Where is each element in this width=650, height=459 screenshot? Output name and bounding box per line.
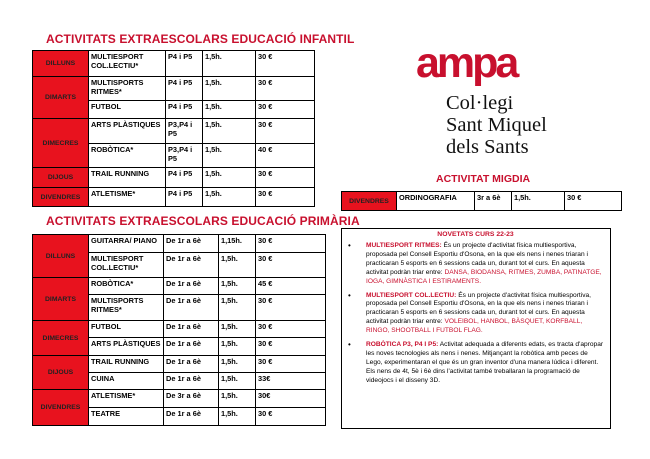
hours-cell: 1,5h.: [219, 338, 256, 356]
activity-cell: ARTS PLÀSTIQUES: [89, 338, 164, 356]
school-name-line: Col·legi: [446, 92, 514, 114]
table-row: [33, 119, 315, 144]
price-cell: 30 €: [256, 338, 326, 356]
news-item-label: MULTIESPORT COL.LECTIU:: [366, 291, 457, 299]
list-item: [366, 242, 605, 287]
news-item-text: És un projecte d'activitat física multiesportiva, proposada pel Consell Esportiu d'Osona, en la que els nens i nenes triaran i practicaran 5 esports en 6 sessions cada un, durant tot el curs. En aquesta activitat podràn triar entre:: [366, 242, 588, 276]
course-cell: De 1r a 6è: [164, 253, 219, 278]
table-row: [33, 321, 326, 338]
course-cell: De 1r a 6è: [164, 278, 219, 295]
day-cell: DIMARTS: [33, 278, 89, 321]
table-row: [33, 77, 315, 101]
table-row: [342, 192, 622, 211]
activity-cell: FUTBOL: [89, 321, 164, 338]
list-item: [366, 341, 605, 386]
course-cell: De 1r a 6è: [164, 235, 219, 253]
infantil-table: [32, 50, 315, 207]
course-cell: P4 i P5: [166, 101, 203, 119]
activity-cell: MULTISPORTS RITMES*: [89, 77, 166, 101]
day-cell: DIVENDRES: [33, 390, 89, 426]
day-cell: DILLUNS: [33, 235, 89, 278]
price-cell: 30 €: [256, 356, 326, 373]
news-item-text: Activitat adequada a diferents edats, es tracta d'apropar les noves tecnologies als nens i nenes. Mitjançant la robòtica amb peces de Lego, experimentaran el que és un gran inventor d'una manera lúdica i diferent. Els nens de 4t, 5è i 6è dins l'activitat també treballaran la programació de videojocs i el disseny 3D.: [366, 341, 604, 384]
activity-cell: TRAIL RUNNING: [89, 168, 166, 188]
day-cell: DIJOUS: [33, 356, 89, 390]
hours-cell: 1,5h.: [203, 51, 256, 77]
day-cell: DIMECRES: [33, 119, 89, 168]
primaria-title: ACTIVITATS EXTRAESCOLARS EDUCACIÓ PRIMÀRIA: [46, 214, 360, 228]
activity-cell: ROBÒTICA*: [89, 278, 164, 295]
activity-cell: ORDINOGRAFIA: [397, 192, 475, 211]
day-cell: DIMARTS: [33, 77, 89, 119]
price-cell: 30 €: [256, 408, 326, 426]
day-cell: DIVENDRES: [33, 188, 89, 207]
price-cell: 45 €: [256, 278, 326, 295]
course-cell: P3,P4 i P5: [166, 144, 203, 168]
table-row: [33, 356, 326, 373]
day-cell: DIVENDRES: [342, 192, 397, 211]
day-cell: DIJOUS: [33, 168, 89, 188]
price-cell: 30 €: [256, 295, 326, 321]
course-cell: De 1r a 6è: [164, 321, 219, 338]
hours-cell: 1,5h.: [219, 390, 256, 408]
price-cell: 30 €: [256, 188, 315, 207]
school-name-line: dels Sants: [446, 136, 529, 158]
course-cell: P4 i P5: [166, 51, 203, 77]
news-item-options: DANSA, BIODANSA, RITMES, ZUMBA, PATINATGE, IOGA, GIMNÀSTICA I ESTIRAMENTS.: [366, 268, 602, 285]
course-cell: P4 i P5: [166, 168, 203, 188]
hours-cell: 1,5h.: [219, 321, 256, 338]
table-row: [33, 51, 315, 77]
price-cell: 30 €: [256, 235, 326, 253]
table-row: [33, 390, 326, 408]
primaria-table: [32, 234, 326, 426]
course-cell: De 1r a 6è: [164, 408, 219, 426]
course-cell: 3r a 6è: [475, 192, 512, 211]
price-cell: 30 €: [256, 101, 315, 119]
migdia-table: [341, 191, 622, 211]
price-cell: 40 €: [256, 144, 315, 168]
price-cell: 33€: [256, 373, 326, 390]
activity-cell: GUITARRA/ PIANO: [89, 235, 164, 253]
table-row: [33, 235, 326, 253]
price-cell: 30 €: [256, 51, 315, 77]
hours-cell: 1,5h.: [219, 278, 256, 295]
hours-cell: 1,5h.: [219, 295, 256, 321]
course-cell: De 1r a 6è: [164, 356, 219, 373]
activity-cell: ROBÒTICA*: [89, 144, 166, 168]
hours-cell: 1,5h.: [203, 77, 256, 101]
hours-cell: 1,5h.: [203, 144, 256, 168]
school-name-line: Sant Miquel: [446, 114, 547, 136]
hours-cell: 1,15h.: [219, 235, 256, 253]
day-cell: DILLUNS: [33, 51, 89, 77]
migdia-title: ACTIVITAT MIGDIA: [436, 173, 531, 185]
course-cell: De 3r a 6è: [164, 390, 219, 408]
hours-cell: 1,5h.: [512, 192, 565, 211]
activity-cell: MULTISPORTS RITMES*: [89, 295, 164, 321]
table-row: [33, 168, 315, 188]
infantil-title: ACTIVITATS EXTRAESCOLARS EDUCACIÓ INFANTIL: [46, 32, 355, 46]
activity-cell: CUINA: [89, 373, 164, 390]
activity-cell: FUTBOL: [89, 101, 166, 119]
activity-cell: ATLETISME*: [89, 390, 164, 408]
activity-cell: TRAIL RUNNING: [89, 356, 164, 373]
hours-cell: 1,5h.: [203, 168, 256, 188]
price-cell: 30 €: [256, 119, 315, 144]
course-cell: De 1r a 6è: [164, 338, 219, 356]
news-item-label: ROBÒTICA P3, P4 I P5:: [366, 341, 439, 349]
price-cell: 30 €: [565, 192, 622, 211]
table-row: [33, 188, 315, 207]
hours-cell: 1,5h.: [203, 119, 256, 144]
activity-cell: MULTIESPORT COL.LECTIU*: [89, 253, 164, 278]
hours-cell: 1,5h.: [219, 408, 256, 426]
activity-cell: MULTIESPORT COL.LECTIU*: [89, 51, 166, 77]
activity-cell: ATLETISME*: [89, 188, 166, 207]
course-cell: De 1r a 6è: [164, 295, 219, 321]
news-item-options: VOLEIBOL, HANBOL, BÀSQUET, KORFBALL, RINGO, SHOOTBALL I FUTBOL FLAG.: [366, 318, 583, 335]
hours-cell: 1,5h.: [219, 356, 256, 373]
news-box: [341, 228, 611, 429]
hours-cell: 1,5h.: [203, 101, 256, 119]
hours-cell: 1,5h.: [219, 253, 256, 278]
school-name: [446, 92, 547, 158]
course-cell: P4 i P5: [166, 77, 203, 101]
price-cell: 30 €: [256, 321, 326, 338]
list-item: [366, 292, 605, 337]
ampa-logo: ampa: [416, 39, 517, 87]
day-cell: DIMECRES: [33, 321, 89, 356]
hours-cell: 1,5h.: [219, 373, 256, 390]
activity-cell: TEATRE: [89, 408, 164, 426]
price-cell: 30 €: [256, 253, 326, 278]
course-cell: De 1r a 6è: [164, 373, 219, 390]
price-cell: 30€: [256, 390, 326, 408]
price-cell: 30 €: [256, 168, 315, 188]
price-cell: 30 €: [256, 77, 315, 101]
course-cell: P3,P4 i P5: [166, 119, 203, 144]
table-row: [33, 278, 326, 295]
news-item-text: És un projecte d'activitat física multiesportiva, proposada pel Consell Esportiu d'Osona, en la que els nens i nenes triaran i practicaran 5 esports en 6 sessions cada un, durant tot el curs. En aquesta activitat podràn triar entre:: [366, 291, 592, 326]
news-list: [346, 242, 605, 386]
course-cell: P4 i P5: [166, 188, 203, 207]
news-title: NOVETATS CURS 22-23: [437, 231, 514, 238]
activity-cell: ARTS PLÀSTIQUES: [89, 119, 166, 144]
news-item-label: MULTIESPORT RITMES:: [366, 242, 442, 249]
hours-cell: 1,5h.: [203, 188, 256, 207]
